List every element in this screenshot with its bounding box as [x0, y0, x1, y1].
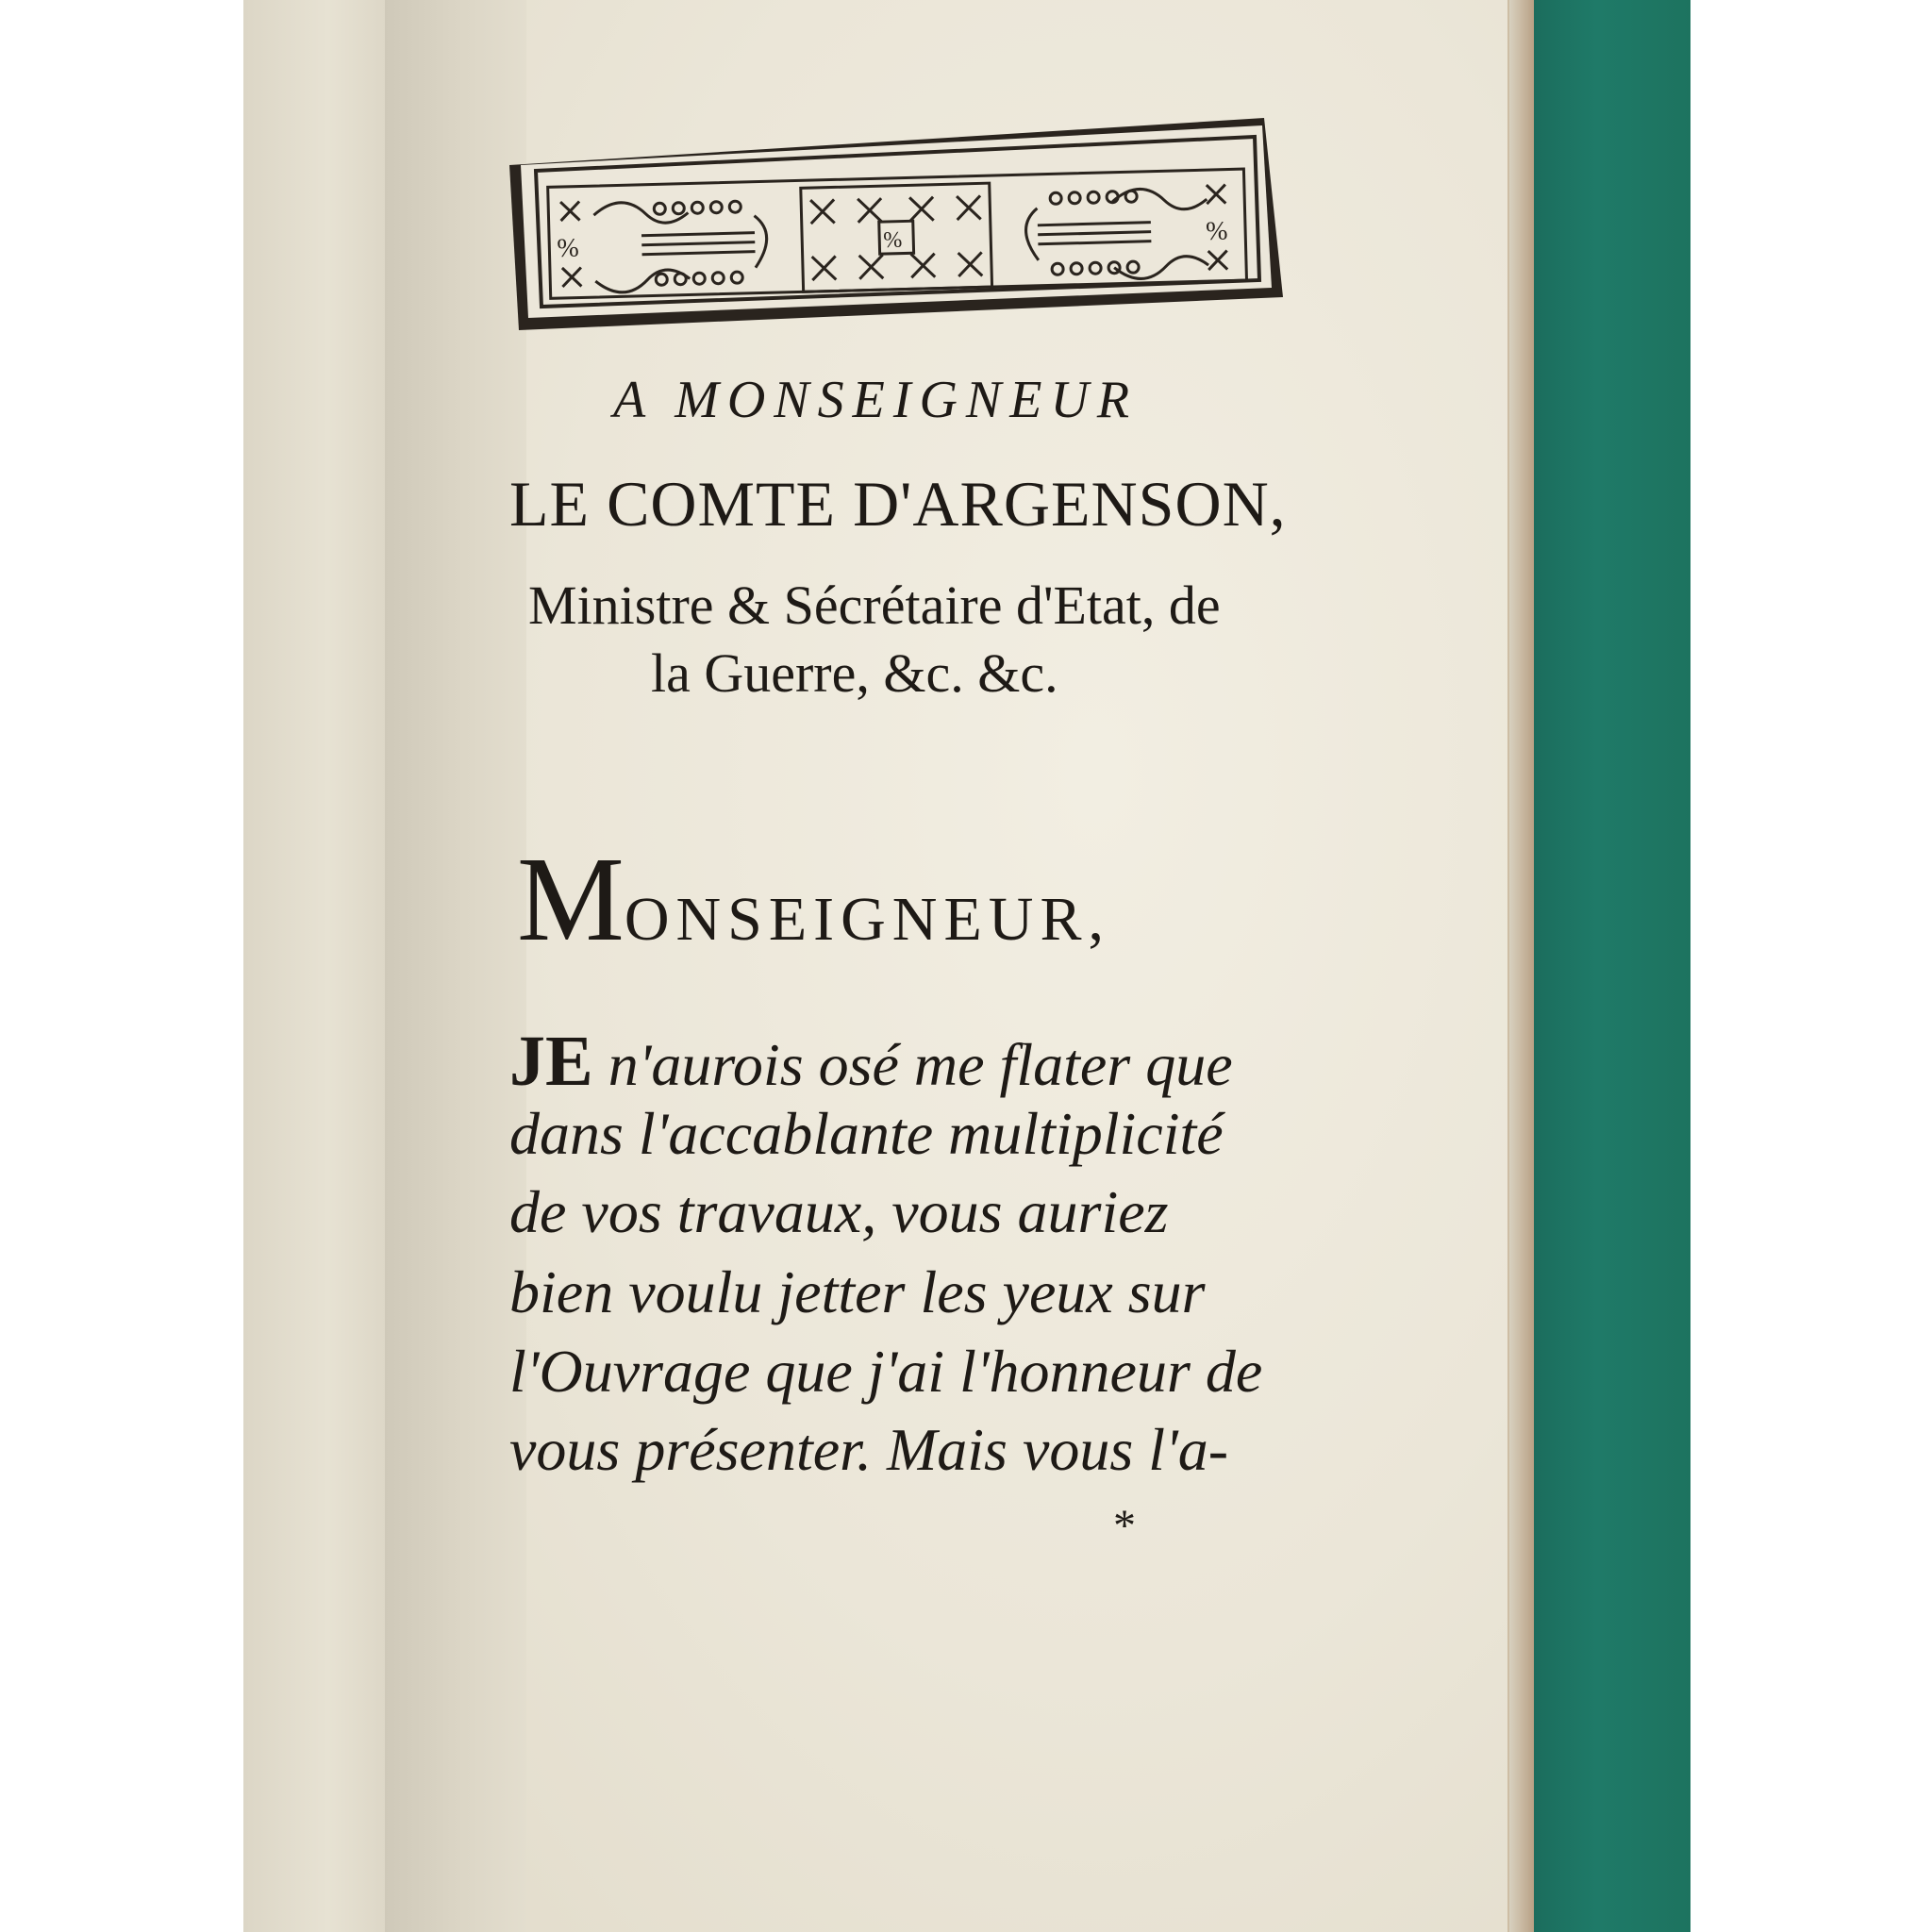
dedicatee-title-line2: la Guerre, &c. &c.	[651, 642, 1058, 704]
dedicatee-name: LE COMTE D'ARGENSON,	[509, 468, 1287, 540]
body-line-4: bien voulu jetter les yeux sur	[509, 1258, 1206, 1325]
signature-mark: *	[1113, 1501, 1136, 1551]
svg-text:%: %	[556, 233, 580, 264]
svg-text:%: %	[1205, 216, 1228, 247]
dedicatee-title-line1: Ministre & Sécrétaire d'Etat, de	[528, 575, 1221, 636]
body-initial: JE	[509, 1022, 593, 1101]
body-line-3: de vos travaux, vous auriez	[509, 1178, 1169, 1245]
page-edge	[1509, 0, 1534, 1932]
salutation	[517, 830, 1110, 969]
green-cloth-cover	[1534, 0, 1690, 1932]
left-page	[243, 0, 385, 1932]
dedication-heading: A MONSEIGNEUR	[613, 371, 1139, 429]
body-line-1-text: n'aurois osé me flater que	[592, 1031, 1233, 1098]
body-line-5: l'Ouvrage que j'ai l'honneur de	[509, 1338, 1263, 1405]
svg-text:%: %	[882, 227, 903, 254]
body-line-2: dans l'accablante multiplicité	[509, 1100, 1224, 1167]
body-line-1	[509, 1021, 1233, 1103]
ornamental-headpiece	[509, 118, 1283, 330]
salutation-rest: ONSEIGNEUR,	[624, 885, 1110, 954]
body-line-6: vous présenter. Mais vous l'a-	[509, 1416, 1229, 1483]
salutation-initial: M	[517, 832, 625, 966]
